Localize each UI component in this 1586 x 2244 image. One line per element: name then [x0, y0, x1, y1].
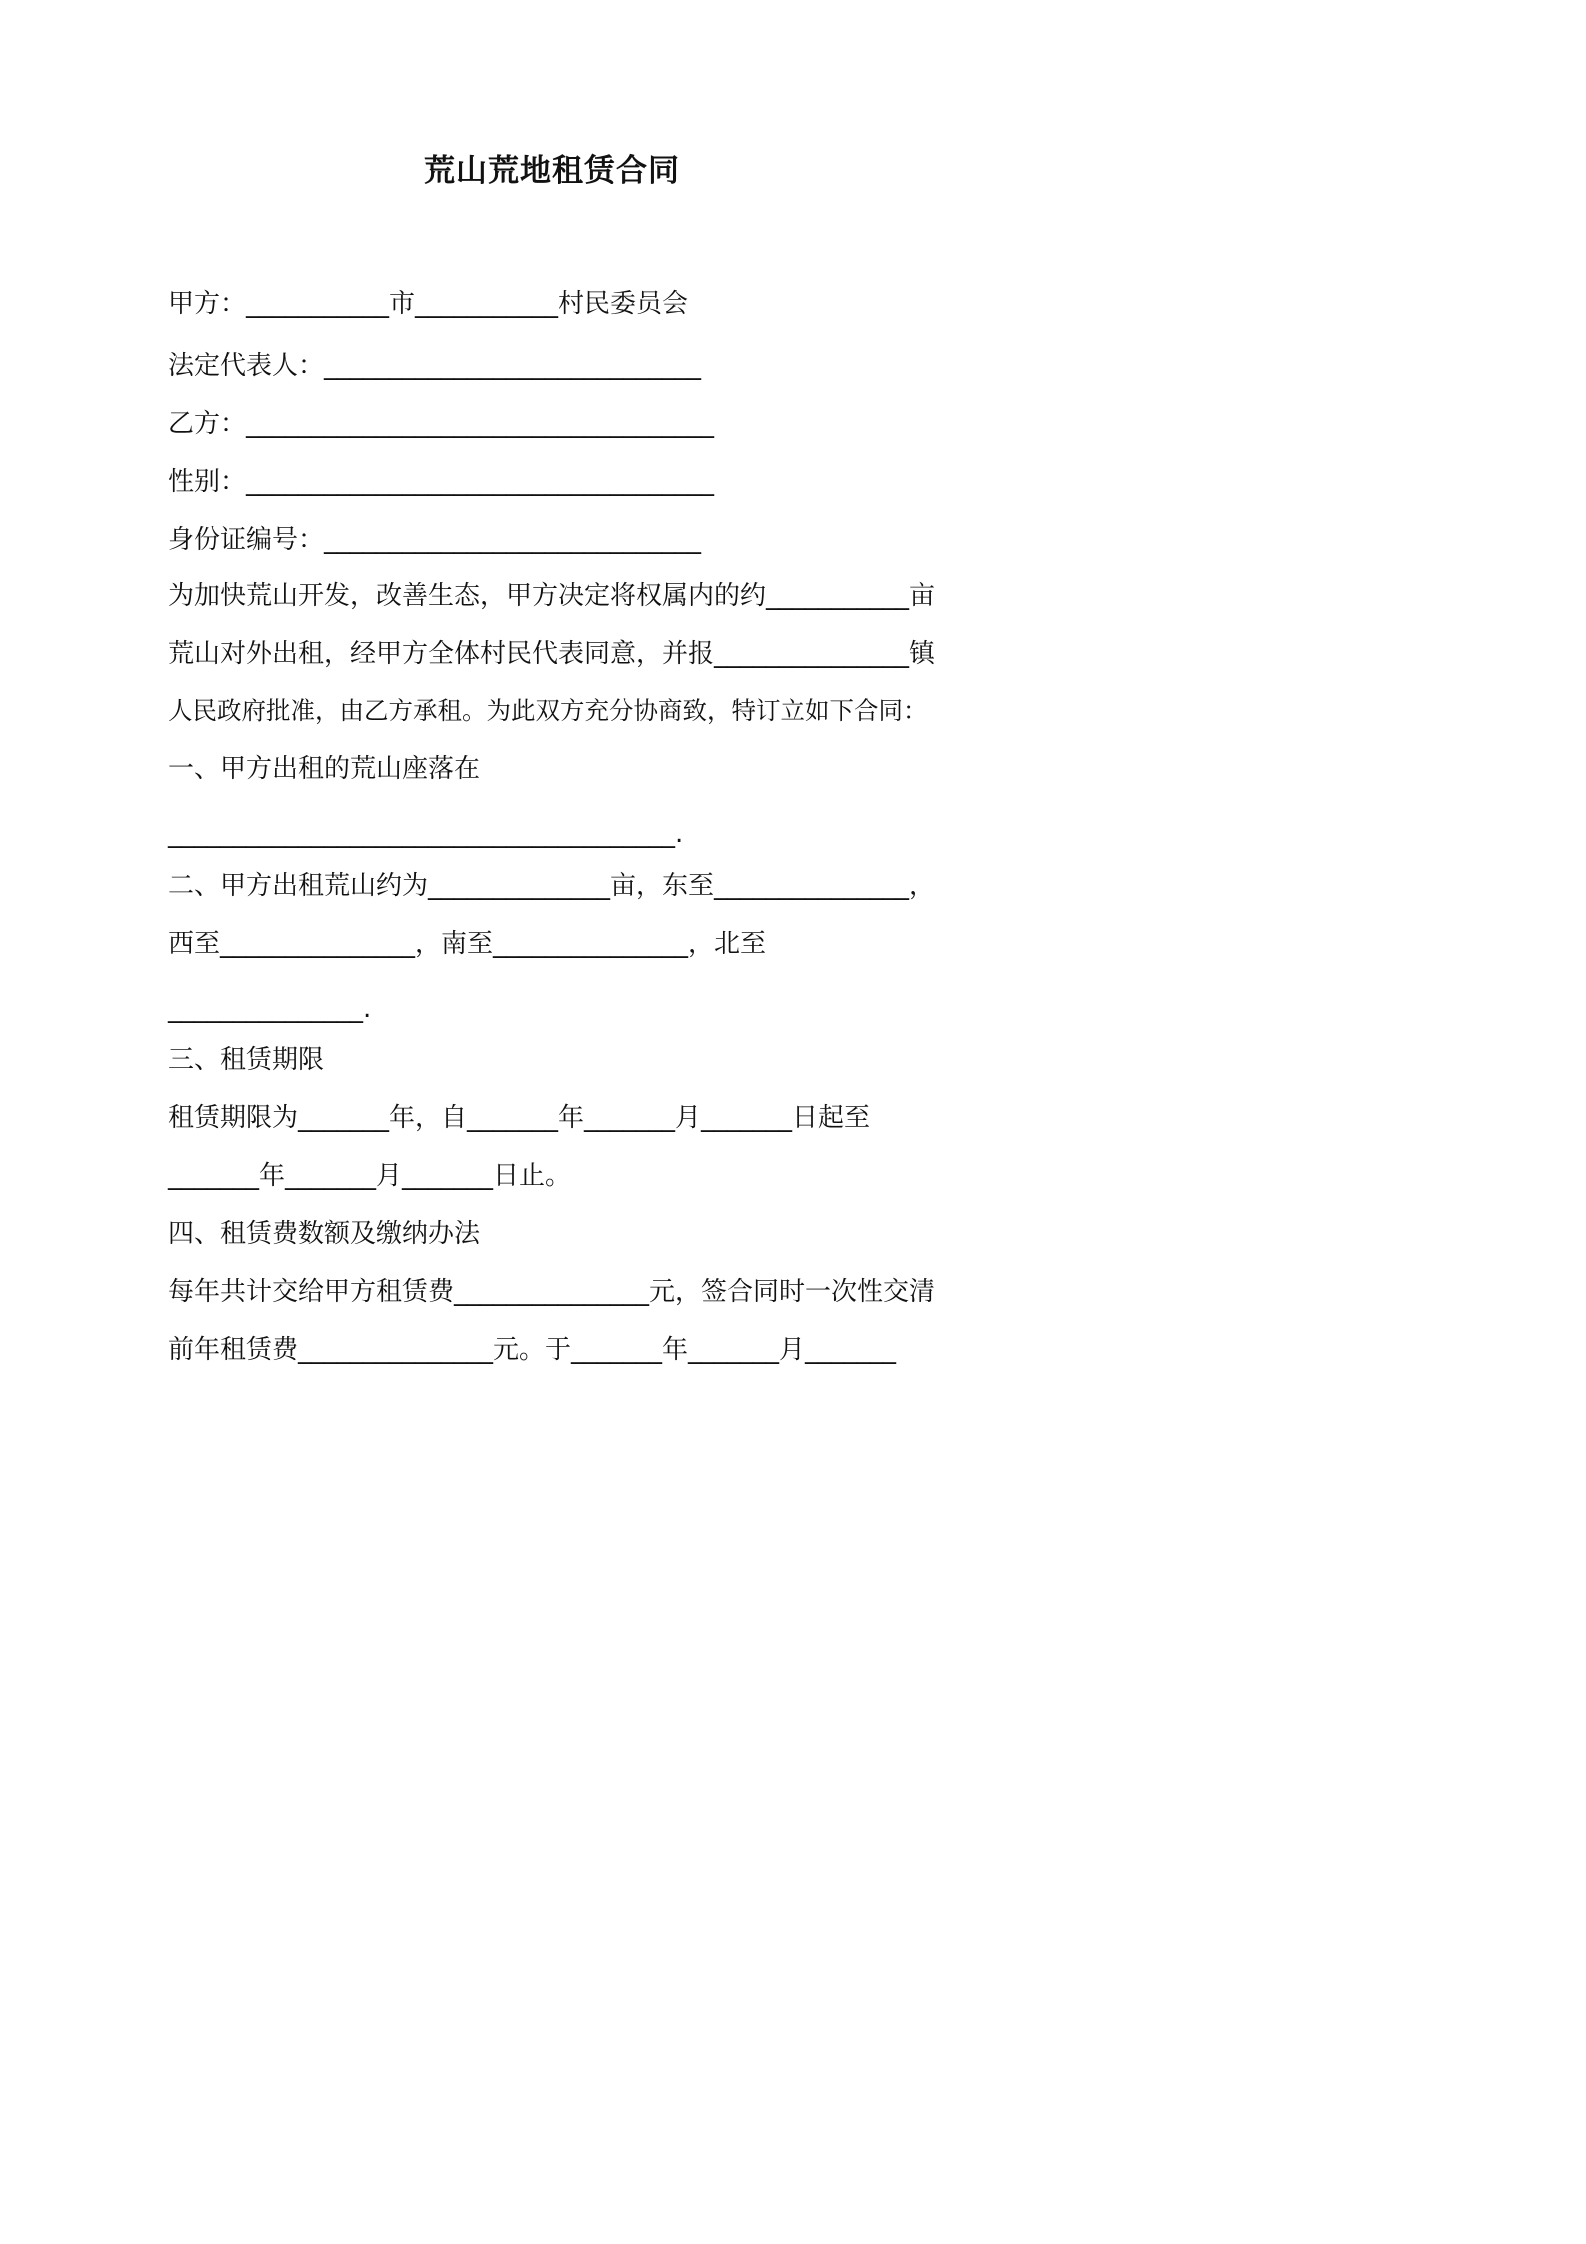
clause-3-heading: 三、租赁期限: [168, 1045, 325, 1075]
preamble-line-3: 人民政府批准，由乙方承租。为此双方充分协商致，特订立如下合同：: [168, 696, 928, 725]
gender-line: 性别：____________________________________: [168, 467, 715, 497]
id-number-line: 身份证编号：_____________________________: [168, 525, 702, 555]
clause-4-heading: 四、租赁费数额及缴纳办法: [168, 1219, 481, 1249]
clause-3-line-2: _______年_______月_______日止。: [168, 1161, 572, 1191]
clause-2-line-3: _______________.: [168, 994, 372, 1024]
clause-1-heading: 一、甲方出租的荒山座落在: [168, 754, 481, 784]
legal-representative-line: 法定代表人：_____________________________: [168, 351, 702, 381]
clause-4-line-1: 每年共计交给甲方租赁费_______________元，签合同时一次性交清: [168, 1277, 936, 1307]
clause-4-line-2: 前年租赁费_______________元。于_______年_______月_______: [168, 1335, 897, 1365]
document-page: [0, 0, 1104, 1562]
clause-1-location-blank: _______________________________________.: [168, 819, 684, 849]
clause-2-line-1: 二、甲方出租荒山约为______________亩，东至_______________，: [168, 871, 936, 901]
preamble-line-1: 为加快荒山开发，改善生态，甲方决定将权属内的约___________亩: [168, 581, 936, 611]
clause-2-line-2: 西至_______________，南至_______________，北至: [168, 929, 767, 959]
preamble-line-2: 荒山对外出租，经甲方全体村民代表同意，并报_______________镇: [168, 639, 936, 669]
party-b-line: 乙方：____________________________________: [168, 409, 715, 439]
document-title: 荒山荒地租赁合同: [424, 153, 680, 189]
clause-3-line-1: 租赁期限为_______年，自_______年_______月_______日起至: [168, 1103, 871, 1133]
party-a-line: 甲方：___________市___________村民委员会: [168, 289, 689, 319]
